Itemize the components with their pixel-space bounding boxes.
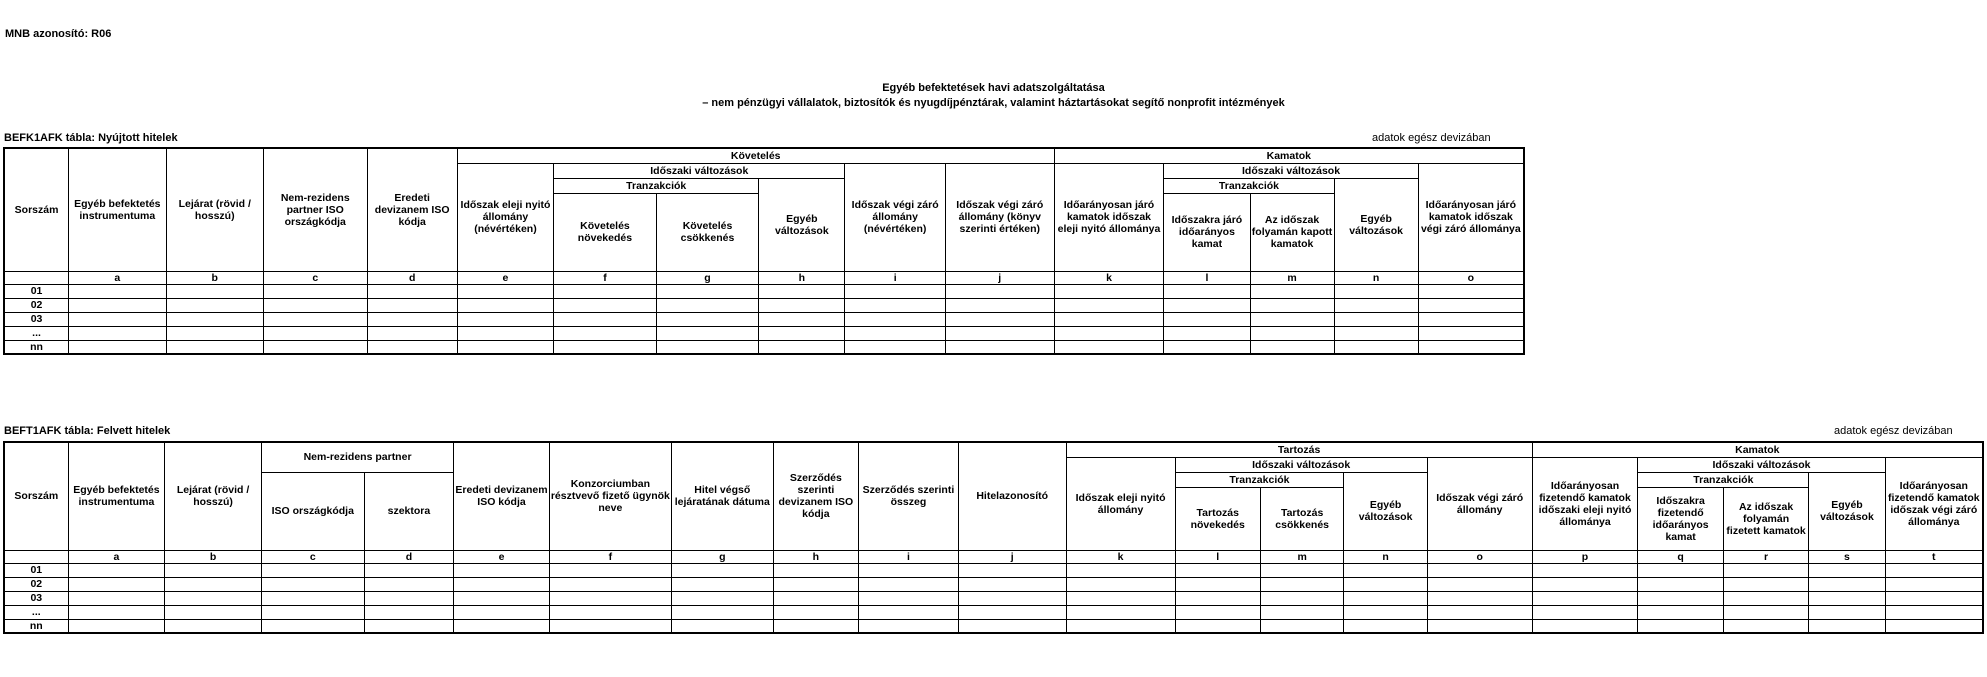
t1-data-cell[interactable] bbox=[1054, 284, 1164, 298]
t1-data-cell[interactable] bbox=[1418, 326, 1524, 340]
t2-row-number: 01 bbox=[4, 563, 68, 577]
t2-h-kamatok: Kamatok bbox=[1532, 442, 1983, 457]
t1-data-cell[interactable] bbox=[457, 284, 553, 298]
t2-data-cell[interactable] bbox=[364, 619, 454, 633]
t2-data-cell[interactable] bbox=[773, 563, 858, 577]
t2-letter: t bbox=[1885, 550, 1983, 563]
t1-h-zaro-konyv: Időszak végi záró állomány (könyv szerinti értéken) bbox=[945, 163, 1054, 271]
t1-data-cell[interactable] bbox=[759, 284, 845, 298]
t1-data-cell[interactable] bbox=[367, 284, 457, 298]
t2-data-cell[interactable] bbox=[1066, 605, 1175, 619]
t1-data-cell[interactable] bbox=[69, 312, 166, 326]
t1-h-kamat-nyito: Időarányosan járó kamatok időszak eleji nyitó állománya bbox=[1054, 163, 1164, 271]
t2-data-cell[interactable] bbox=[1532, 577, 1638, 591]
t2-data-cell[interactable] bbox=[773, 577, 858, 591]
t2-data-cell[interactable] bbox=[958, 605, 1066, 619]
t2-letter: c bbox=[261, 550, 364, 563]
t2-data-cell[interactable] bbox=[1260, 605, 1343, 619]
t2-data-row bbox=[4, 591, 1983, 605]
t2-data-cell[interactable] bbox=[261, 619, 364, 633]
t1-data-cell[interactable] bbox=[554, 298, 657, 312]
t2-data-cell[interactable] bbox=[165, 577, 262, 591]
t1-data-cell[interactable] bbox=[1054, 312, 1164, 326]
t1-data-cell[interactable] bbox=[263, 340, 367, 354]
t2-data-cell[interactable] bbox=[364, 591, 454, 605]
t1-data-cell[interactable] bbox=[1418, 298, 1524, 312]
t1-data-cell[interactable] bbox=[1418, 340, 1524, 354]
t1-data-cell[interactable] bbox=[554, 284, 657, 298]
t1-data-cell[interactable] bbox=[945, 312, 1054, 326]
t2-data-cell[interactable] bbox=[1638, 619, 1723, 633]
t1-data-cell[interactable] bbox=[945, 340, 1054, 354]
t2-data-cell[interactable] bbox=[1809, 591, 1885, 605]
t2-data-cell[interactable] bbox=[859, 577, 959, 591]
t2-h-nyito: Időszak eleji nyitó állomány bbox=[1066, 457, 1175, 550]
t2-data-cell[interactable] bbox=[454, 577, 550, 591]
t2-data-cell[interactable] bbox=[958, 563, 1066, 577]
t2-data-row bbox=[4, 577, 1983, 591]
t2-h-kamat-egyeb: Egyéb változások bbox=[1809, 472, 1885, 550]
t1-h-kamat-egyeb: Egyéb változások bbox=[1334, 178, 1418, 271]
t1-letter: a bbox=[69, 271, 166, 284]
t2-row-number: nn bbox=[4, 619, 68, 633]
t1-data-cell[interactable] bbox=[1250, 284, 1334, 298]
t1-data-cell[interactable] bbox=[263, 298, 367, 312]
t2-data-cell[interactable] bbox=[68, 563, 165, 577]
t2-letter: d bbox=[364, 550, 454, 563]
t2-h-hitelazon: Hitelazonosító bbox=[958, 442, 1066, 550]
t2-data-cell[interactable] bbox=[859, 563, 959, 577]
t1-row-number: 02 bbox=[4, 298, 69, 312]
t1-letter: m bbox=[1250, 271, 1334, 284]
t2-data-cell[interactable] bbox=[1260, 563, 1343, 577]
t2-data-cell[interactable] bbox=[1427, 619, 1532, 633]
t1-data-row bbox=[4, 284, 1524, 298]
t2-h-kamat-zaro: Időarányosan fizetendő kamatok időszak végi záró állománya bbox=[1885, 457, 1983, 550]
table2-unit: adatok egész devizában bbox=[1834, 425, 1953, 437]
report-title: Egyéb befektetések havi adatszolgáltatása bbox=[882, 82, 1105, 94]
t2-data-cell[interactable] bbox=[1638, 591, 1723, 605]
t1-h-zaro-nev: Időszak végi záró állomány (névértéken) bbox=[845, 163, 946, 271]
t2-data-cell[interactable] bbox=[1532, 619, 1638, 633]
t2-h-kamat-tranz: Tranzakciók bbox=[1638, 472, 1809, 487]
t1-data-cell[interactable] bbox=[1334, 312, 1418, 326]
t1-h-kovetelés: Követelés bbox=[457, 148, 1054, 163]
t2-data-cell[interactable] bbox=[859, 605, 959, 619]
t1-data-row bbox=[4, 298, 1524, 312]
t2-data-cell[interactable] bbox=[1723, 577, 1808, 591]
t2-data-cell[interactable] bbox=[68, 619, 165, 633]
table1-unit: adatok egész devizában bbox=[1372, 132, 1491, 144]
t2-data-cell[interactable] bbox=[1532, 605, 1638, 619]
t2-h-kamat-fizetett: Az időszak folyamán fizetett kamatok bbox=[1723, 487, 1808, 550]
t2-letter: a bbox=[68, 550, 165, 563]
t1-data-cell[interactable] bbox=[845, 340, 946, 354]
t2-data-cell[interactable] bbox=[549, 605, 671, 619]
t2-data-cell[interactable] bbox=[1532, 563, 1638, 577]
t2-h-tart-csokk: Tartozás csökkenés bbox=[1260, 487, 1343, 550]
t2-h-egyeb-valt: Egyéb változások bbox=[1344, 472, 1427, 550]
t2-data-cell[interactable] bbox=[671, 591, 773, 605]
t1-data-cell[interactable] bbox=[1334, 284, 1418, 298]
t2-data-cell[interactable] bbox=[1427, 577, 1532, 591]
t2-letter: j bbox=[958, 550, 1066, 563]
t1-data-cell[interactable] bbox=[656, 312, 759, 326]
t1-letter: h bbox=[759, 271, 845, 284]
t2-data-cell[interactable] bbox=[1427, 591, 1532, 605]
t2-data-cell[interactable] bbox=[261, 591, 364, 605]
t1-letter: f bbox=[554, 271, 657, 284]
t2-h-sorszam: Sorszám bbox=[4, 442, 68, 550]
t2-letter: o bbox=[1427, 550, 1532, 563]
t2-data-cell[interactable] bbox=[68, 577, 165, 591]
t2-data-cell[interactable] bbox=[1885, 619, 1983, 633]
t2-data-cell[interactable] bbox=[1885, 605, 1983, 619]
t1-letter: b bbox=[166, 271, 263, 284]
t1-h-tranzakciok: Tranzakciók bbox=[554, 178, 759, 193]
t2-row-number: 02 bbox=[4, 577, 68, 591]
t2-data-cell[interactable] bbox=[671, 619, 773, 633]
t1-data-cell[interactable] bbox=[1054, 340, 1164, 354]
t2-data-cell[interactable] bbox=[958, 591, 1066, 605]
t2-data-cell[interactable] bbox=[773, 619, 858, 633]
t1-data-cell[interactable] bbox=[69, 340, 166, 354]
t2-h-tartozas: Tartozás bbox=[1066, 442, 1532, 457]
t1-data-cell[interactable] bbox=[554, 340, 657, 354]
t1-letter: e bbox=[457, 271, 553, 284]
t1-data-cell[interactable] bbox=[656, 284, 759, 298]
t1-data-cell[interactable] bbox=[457, 340, 553, 354]
t1-data-cell[interactable] bbox=[1334, 340, 1418, 354]
t1-data-cell[interactable] bbox=[845, 298, 946, 312]
t1-data-cell[interactable] bbox=[759, 326, 845, 340]
t2-letter: i bbox=[859, 550, 959, 563]
t2-data-cell[interactable] bbox=[165, 619, 262, 633]
t2-letter: g bbox=[671, 550, 773, 563]
t1-h-valtozasok: Időszaki változások bbox=[554, 163, 845, 178]
t2-data-cell[interactable] bbox=[364, 563, 454, 577]
t2-data-cell[interactable] bbox=[1344, 577, 1427, 591]
t1-h-egyeb-valt: Egyéb változások bbox=[759, 178, 845, 271]
t2-data-cell[interactable] bbox=[1532, 591, 1638, 605]
t1-data-cell[interactable] bbox=[656, 326, 759, 340]
t2-data-cell[interactable] bbox=[859, 619, 959, 633]
t1-data-cell[interactable] bbox=[1334, 326, 1418, 340]
t2-data-cell[interactable] bbox=[1260, 619, 1343, 633]
t2-data-cell[interactable] bbox=[1809, 563, 1885, 577]
t2-h-konzorcium: Konzorciumban résztvevő fizető ügynök neve bbox=[549, 442, 671, 550]
t2-data-cell[interactable] bbox=[1723, 605, 1808, 619]
t1-data-cell[interactable] bbox=[1334, 298, 1418, 312]
t2-letter: f bbox=[549, 550, 671, 563]
mnb-id-label: MNB azonosító: R06 bbox=[5, 28, 112, 40]
t1-h-kamat-jaro: Időszakra járó időarányos kamat bbox=[1164, 193, 1250, 271]
t1-letter: i bbox=[845, 271, 946, 284]
t2-data-cell[interactable] bbox=[1260, 591, 1343, 605]
t2-data-cell[interactable] bbox=[1344, 605, 1427, 619]
t2-data-cell[interactable] bbox=[1344, 563, 1427, 577]
t2-data-cell[interactable] bbox=[1175, 563, 1260, 577]
t1-data-cell[interactable] bbox=[367, 340, 457, 354]
t2-data-cell[interactable] bbox=[1260, 577, 1343, 591]
t2-data-cell[interactable] bbox=[1066, 577, 1175, 591]
t2-h-szektora: szektora bbox=[364, 472, 454, 550]
t1-data-row bbox=[4, 326, 1524, 340]
t1-data-cell[interactable] bbox=[1418, 284, 1524, 298]
t2-letter: m bbox=[1260, 550, 1343, 563]
t2-data-cell[interactable] bbox=[1066, 591, 1175, 605]
t1-data-cell[interactable] bbox=[367, 326, 457, 340]
t2-h-kamat-fiz: Időszakra fizetendő időarányos kamat bbox=[1638, 487, 1723, 550]
t2-data-cell[interactable] bbox=[261, 605, 364, 619]
t1-data-cell[interactable] bbox=[759, 298, 845, 312]
t2-data-row bbox=[4, 563, 1983, 577]
t1-row-number: 01 bbox=[4, 284, 69, 298]
t1-data-cell[interactable] bbox=[457, 298, 553, 312]
t1-data-cell[interactable] bbox=[1250, 340, 1334, 354]
t1-data-cell[interactable] bbox=[1250, 326, 1334, 340]
t1-h-kamat-kapott: Az időszak folyamán kapott kamatok bbox=[1250, 193, 1334, 271]
t1-data-cell[interactable] bbox=[554, 312, 657, 326]
t2-row-number: 03 bbox=[4, 591, 68, 605]
t1-letter: k bbox=[1054, 271, 1164, 284]
t1-data-cell[interactable] bbox=[656, 340, 759, 354]
t2-h-kamat-valtozasok: Időszaki változások bbox=[1638, 457, 1885, 472]
t1-data-cell[interactable] bbox=[945, 284, 1054, 298]
t1-letter: g bbox=[656, 271, 759, 284]
table2 bbox=[3, 441, 1984, 634]
t2-h-lejarat: Lejárat (rövid / hosszú) bbox=[165, 442, 262, 550]
t2-data-cell[interactable] bbox=[1885, 577, 1983, 591]
t1-data-cell[interactable] bbox=[263, 312, 367, 326]
t1-data-cell[interactable] bbox=[263, 284, 367, 298]
t2-data-cell[interactable] bbox=[364, 605, 454, 619]
t2-data-cell[interactable] bbox=[1885, 563, 1983, 577]
t2-data-cell[interactable] bbox=[1344, 619, 1427, 633]
t2-data-cell[interactable] bbox=[1066, 619, 1175, 633]
t1-data-cell[interactable] bbox=[69, 326, 166, 340]
t1-data-cell[interactable] bbox=[263, 326, 367, 340]
t1-data-cell[interactable] bbox=[1164, 284, 1250, 298]
t2-data-cell[interactable] bbox=[1885, 591, 1983, 605]
t2-data-cell[interactable] bbox=[859, 591, 959, 605]
t2-data-cell[interactable] bbox=[454, 591, 550, 605]
t2-letter: k bbox=[1066, 550, 1175, 563]
t2-data-cell[interactable] bbox=[1175, 577, 1260, 591]
t2-h-szerz-deviza: Szerződés szerinti devizanem ISO kódja bbox=[773, 442, 858, 550]
table1-name: BEFK1AFK tábla: Nyújtott hitelek bbox=[4, 132, 178, 144]
t1-h-partner: Nem-rezidens partner ISO országkódja bbox=[263, 148, 367, 271]
t2-data-cell[interactable] bbox=[1638, 605, 1723, 619]
t1-data-cell[interactable] bbox=[69, 284, 166, 298]
t1-h-kamatok: Kamatok bbox=[1054, 148, 1524, 163]
t2-data-cell[interactable] bbox=[1638, 563, 1723, 577]
t2-data-cell[interactable] bbox=[165, 563, 262, 577]
t2-letter: p bbox=[1532, 550, 1638, 563]
t1-data-cell[interactable] bbox=[1054, 326, 1164, 340]
t2-data-cell[interactable] bbox=[68, 605, 165, 619]
t1-data-cell[interactable] bbox=[367, 312, 457, 326]
t1-data-cell[interactable] bbox=[1250, 298, 1334, 312]
t1-data-cell[interactable] bbox=[367, 298, 457, 312]
t1-h-kov-csokk: Követelés csökkenés bbox=[656, 193, 759, 271]
t1-data-cell[interactable] bbox=[1164, 298, 1250, 312]
t1-data-cell[interactable] bbox=[759, 312, 845, 326]
t2-data-cell[interactable] bbox=[958, 619, 1066, 633]
t1-data-cell[interactable] bbox=[554, 326, 657, 340]
t2-data-cell[interactable] bbox=[549, 591, 671, 605]
t2-data-cell[interactable] bbox=[1175, 619, 1260, 633]
t2-letter: h bbox=[773, 550, 858, 563]
t1-letter: o bbox=[1418, 271, 1524, 284]
t2-data-cell[interactable] bbox=[1427, 605, 1532, 619]
t2-h-instrument: Egyéb befektetés instrumentuma bbox=[68, 442, 165, 550]
t1-data-cell[interactable] bbox=[759, 340, 845, 354]
t1-data-cell[interactable] bbox=[457, 326, 553, 340]
t2-data-cell[interactable] bbox=[1066, 563, 1175, 577]
t1-letter: n bbox=[1334, 271, 1418, 284]
t2-data-row bbox=[4, 619, 1983, 633]
t1-data-cell[interactable] bbox=[845, 326, 946, 340]
t1-data-cell[interactable] bbox=[1164, 312, 1250, 326]
t2-data-cell[interactable] bbox=[261, 577, 364, 591]
t1-data-cell[interactable] bbox=[166, 298, 263, 312]
t2-h-tart-nov: Tartozás növekedés bbox=[1175, 487, 1260, 550]
t2-data-cell[interactable] bbox=[364, 577, 454, 591]
t2-data-cell[interactable] bbox=[454, 619, 550, 633]
t1-h-kamat-valtozasok: Időszaki változások bbox=[1164, 163, 1418, 178]
t1-data-cell[interactable] bbox=[845, 284, 946, 298]
t2-data-cell[interactable] bbox=[773, 591, 858, 605]
t1-row-number: nn bbox=[4, 340, 69, 354]
t1-h-kamat-tranz: Tranzakciók bbox=[1164, 178, 1334, 193]
t2-data-cell[interactable] bbox=[1723, 563, 1808, 577]
t2-data-cell[interactable] bbox=[68, 591, 165, 605]
t2-h-deviza: Eredeti devizanem ISO kódja bbox=[454, 442, 550, 550]
t1-letter: j bbox=[945, 271, 1054, 284]
t1-data-cell[interactable] bbox=[1250, 312, 1334, 326]
t2-data-cell[interactable] bbox=[958, 577, 1066, 591]
t1-h-nyito: Időszak eleji nyitó állomány (névértéken) bbox=[457, 163, 553, 271]
t2-data-cell[interactable] bbox=[1809, 619, 1885, 633]
t2-data-cell[interactable] bbox=[1175, 605, 1260, 619]
t2-h-zaro: Időszak végi záró állomány bbox=[1427, 457, 1532, 550]
t1-data-row bbox=[4, 312, 1524, 326]
t2-letter: e bbox=[454, 550, 550, 563]
t2-data-cell[interactable] bbox=[454, 605, 550, 619]
t1-data-cell[interactable] bbox=[1418, 312, 1524, 326]
t1-data-cell[interactable] bbox=[656, 298, 759, 312]
t1-data-row bbox=[4, 340, 1524, 354]
t1-data-cell[interactable] bbox=[945, 298, 1054, 312]
t2-data-cell[interactable] bbox=[1809, 577, 1885, 591]
t2-h-tranzakciok: Tranzakciók bbox=[1175, 472, 1344, 487]
t1-letter: l bbox=[1164, 271, 1250, 284]
t1-data-cell[interactable] bbox=[845, 312, 946, 326]
t2-data-cell[interactable] bbox=[773, 605, 858, 619]
t2-data-cell[interactable] bbox=[671, 605, 773, 619]
t2-data-cell[interactable] bbox=[671, 563, 773, 577]
t2-data-cell[interactable] bbox=[165, 591, 262, 605]
t1-row-number: 03 bbox=[4, 312, 69, 326]
t1-data-cell[interactable] bbox=[166, 312, 263, 326]
t2-data-cell[interactable] bbox=[1344, 591, 1427, 605]
t1-data-cell[interactable] bbox=[166, 340, 263, 354]
t2-data-cell[interactable] bbox=[549, 619, 671, 633]
t2-h-kamat-nyito: Időarányosan fizetendő kamatok időszaki eleji nyitó állománya bbox=[1532, 457, 1638, 550]
t1-letter: c bbox=[263, 271, 367, 284]
t2-h-partner: Nem-rezidens partner bbox=[261, 442, 453, 472]
t1-data-cell[interactable] bbox=[69, 298, 166, 312]
t1-letter: d bbox=[367, 271, 457, 284]
t2-h-lejarat-datum: Hitel végső lejáratának dátuma bbox=[671, 442, 773, 550]
t2-letter: b bbox=[165, 550, 262, 563]
t2-data-cell[interactable] bbox=[1723, 619, 1808, 633]
t2-letter: n bbox=[1344, 550, 1427, 563]
t1-h-kamat-zaro: Időarányosan járó kamatok időszak végi záró állománya bbox=[1418, 163, 1524, 271]
t2-data-cell[interactable] bbox=[1809, 605, 1885, 619]
t2-data-cell[interactable] bbox=[549, 563, 671, 577]
t2-data-cell[interactable] bbox=[261, 563, 364, 577]
t2-data-cell[interactable] bbox=[454, 563, 550, 577]
t1-data-cell[interactable] bbox=[1054, 298, 1164, 312]
t1-h-lejarat: Lejárat (rövid / hosszú) bbox=[166, 148, 263, 271]
t1-data-cell[interactable] bbox=[166, 284, 263, 298]
t1-data-cell[interactable] bbox=[1164, 340, 1250, 354]
t1-h-sorszam: Sorszám bbox=[4, 148, 69, 271]
t2-row-number: ... bbox=[4, 605, 68, 619]
t2-h-iso: ISO országkódja bbox=[261, 472, 364, 550]
t2-letter: r bbox=[1723, 550, 1808, 563]
t2-letter: q bbox=[1638, 550, 1723, 563]
t2-data-cell[interactable] bbox=[1427, 563, 1532, 577]
t2-h-szerz-osszeg: Szerződés szerinti összeg bbox=[859, 442, 959, 550]
t1-data-cell[interactable] bbox=[457, 312, 553, 326]
table2-name: BEFT1AFK tábla: Felvett hitelek bbox=[4, 425, 171, 437]
t2-data-cell[interactable] bbox=[1175, 591, 1260, 605]
t1-h-instrument: Egyéb befektetés instrumentuma bbox=[69, 148, 166, 271]
t2-data-cell[interactable] bbox=[671, 577, 773, 591]
t1-data-cell[interactable] bbox=[1164, 326, 1250, 340]
t2-data-row bbox=[4, 605, 1983, 619]
t2-data-cell[interactable] bbox=[165, 605, 262, 619]
t2-letter: l bbox=[1175, 550, 1260, 563]
t2-data-cell[interactable] bbox=[1723, 591, 1808, 605]
report-subtitle: – nem pénzügyi vállalatok, biztosítók és nyugdíjpénztárak, valamint háztartásokat segítő nonprofit intézmények bbox=[702, 97, 1285, 109]
t2-h-valtozasok: Időszaki változások bbox=[1175, 457, 1427, 472]
t2-data-cell[interactable] bbox=[1638, 577, 1723, 591]
table1 bbox=[3, 147, 1525, 355]
t1-data-cell[interactable] bbox=[945, 326, 1054, 340]
t1-data-cell[interactable] bbox=[166, 326, 263, 340]
t2-data-cell[interactable] bbox=[549, 577, 671, 591]
t1-h-kov-nov: Követelés növekedés bbox=[554, 193, 657, 271]
t1-row-number: ... bbox=[4, 326, 69, 340]
t1-h-deviza: Eredeti devizanem ISO kódja bbox=[367, 148, 457, 271]
t2-letter: s bbox=[1809, 550, 1885, 563]
